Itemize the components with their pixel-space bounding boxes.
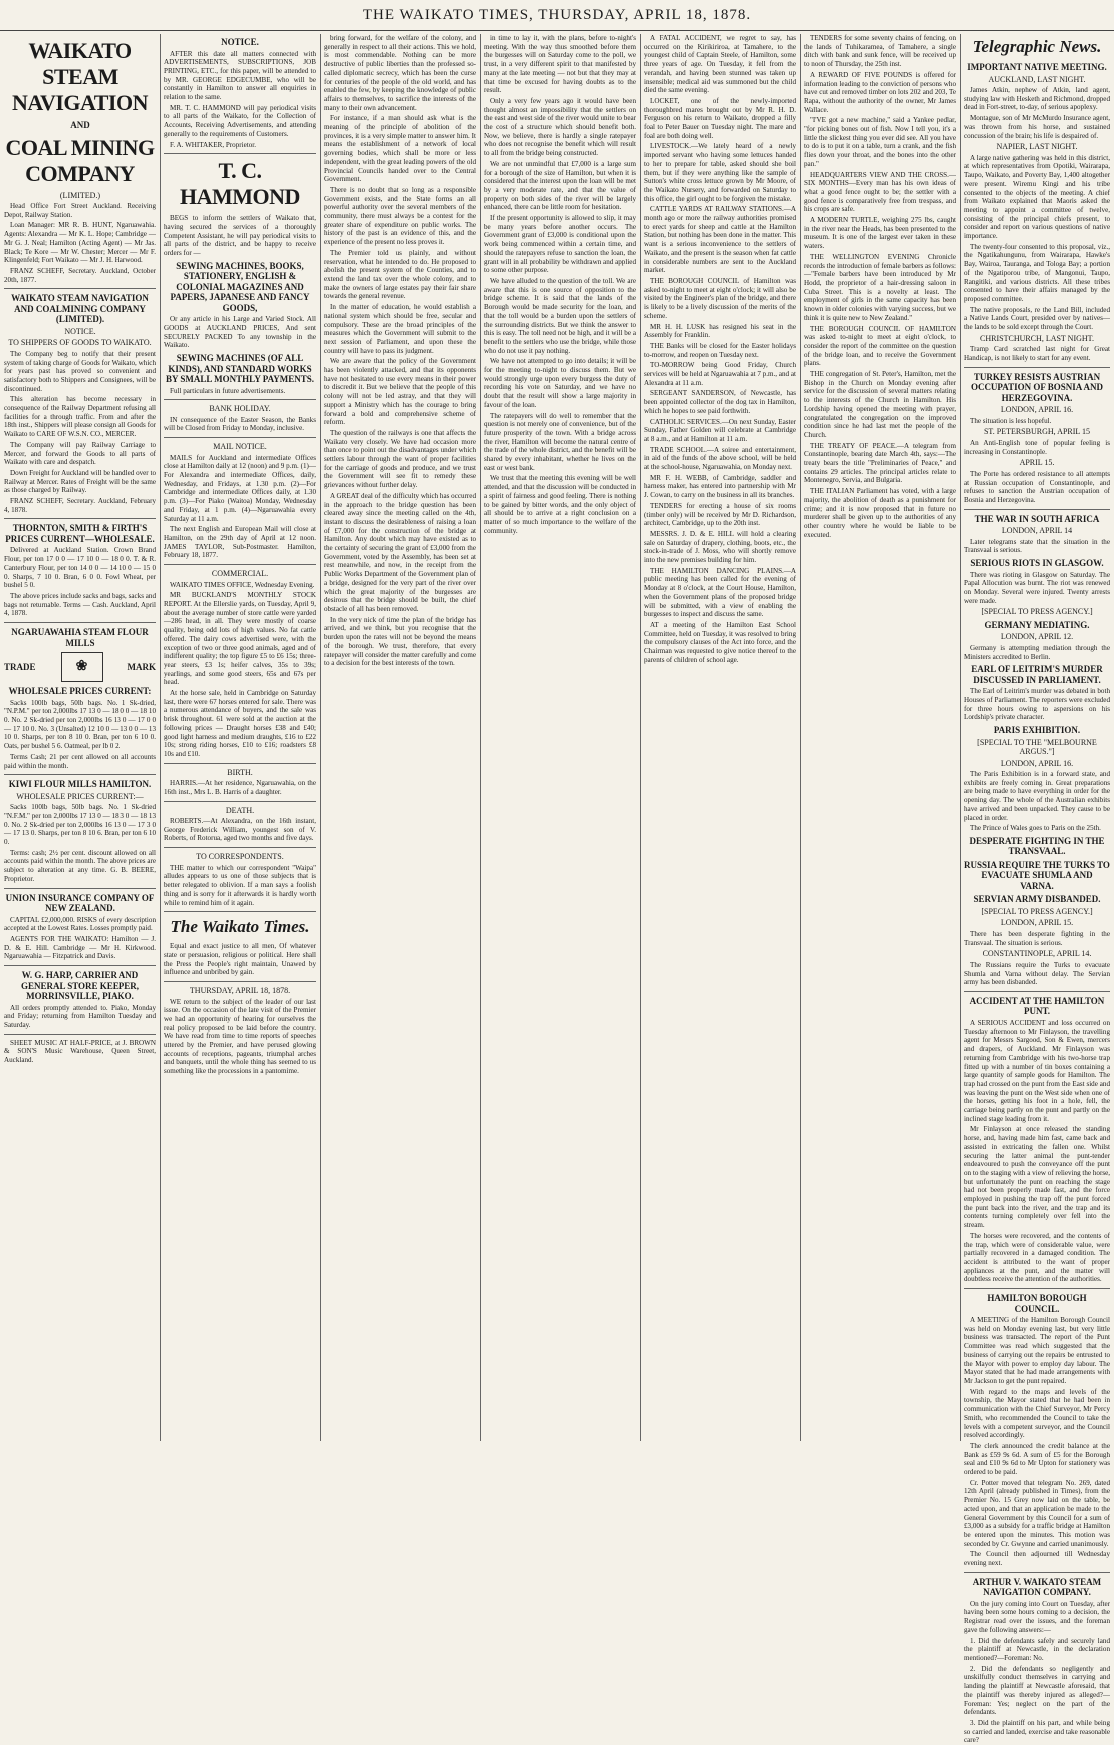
paragraph: ROBERTS.—At Alexandra, on the 16th instant, George Frederick William, youngest son of V. Roberts, of Rotorua, aged two months and five days. [164,817,316,843]
paragraph: The horses were recovered, and the contents of the trap, which were of considerable value, were partially recovered in a damaged condition. The accident is attributed to the want of proper appliances at the punt, and the matter will doubtless receive the attention of the authorities. [964,1231,1110,1284]
paragraph: AGENTS FOR THE WAIKATO: Hamilton — J. D. & E. Hill. Cambridge — Mr H. Kirkwood. Ngaruawahia — Fitzpatrick and Davis. [4,934,156,961]
paragraph: A MEETING of the Hamilton Borough Council was held on Monday evening last, but very little business was transacted. The report of the Punt Committee was read which suggested that the business of carrying out the repairs be entrusted to the Mayor with power to employ day labour. The Mayor stated that he had made arrangements with Mr Jackson to get the punt repaired. [964,1316,1110,1385]
paragraph: With regard to the maps and levels of the township, the Mayor stated that he had been in communication with the Chief Surveyor, Mr Percy Smith, who recommended the Council to take the levels with a competent surveyor, and the Council resolved accordingly. [964,1387,1110,1440]
sub-heading: BANK HOLIDAY. [209,404,271,414]
section-heading: THE WAR IN SOUTH AFRICA [974,513,1100,524]
sub-heading: [SPECIAL TO THE "MELBOURNE ARGUS."] [977,737,1097,757]
paragraph: Tramp Card scratched last night for Great Handicap, is not likely to start for any event. [964,345,1110,362]
section-heading: RUSSIA REQUIRE THE TURKS TO EVACUATE SHUMLA AND VARNA. [964,859,1110,891]
paragraph: THE matter to which our correspondent "Waipa" alludes appears to us one of those subjects that is better relegated to oblivion. If a man says a foolish thing and is sorry for it afterwards it is hardly worth while to remind him of it again. [164,863,316,907]
paragraph: For instance, if a man should ask what is the meaning of the principle of abolition of the provinces, it is a very simple matter to answer him. It means the establishment of a network of local governing bodies, which shall be more or less independent, with the great leading powers of the old Provincial Councils handed over to the Central Government. [324,114,476,184]
divider [164,399,316,400]
paragraph: Head Office Fort Street Auckland. Receiving Depot, Railway Station. [4,202,156,219]
sub-heading: BIRTH. [227,767,253,777]
paragraph: The twenty-four consented to this proposal, viz., the Ngatikahungunu, from Wairarapa, Hawke's Bay, Wairoa, Tauranga, and Tologa Bay; a portion of the Ngatiporou tribe, of Mangonui, Taupo, Rangitiki, and various districts. All these tribes consented to have their affairs managed by the proposed committee. [964,242,1110,303]
paragraph: The Earl of Leitrim's murder was debated in both Houses of Parliament. The reporters were excluded for three hours owing to aspersions on his Lordship's private character. [964,687,1110,722]
section-heading: IMPORTANT NATIVE MEETING. [967,62,1107,72]
paragraph: CATHOLIC SERVICES.—On next Sunday, Easter Sunday, Father Golden will celebrate at Cambridge at 8 a.m., and at Hamilton at 11 a.m. [644,417,796,443]
paragraph: THE BOROUGH COUNCIL OF HAMILTON was asked to-night to meet at eight o'clock, to consider the report of the committee on the question of the bridge loan, and to receive the Government plans. [804,324,956,368]
display-heading: T. C. HAMMOND [180,158,300,210]
section-heading: ACCIDENT AT THE HAMILTON PUNT. [969,995,1105,1017]
paragraph: LOCKET, one of the newly-imported thoroughbred mares brought out by Mr R. H. D. Ferguson on his return to Waikato, dropped a filly foal to Peter Bauer on Tuesday night. The mare and foal are both doing well. [644,96,796,140]
paragraph: Later telegrams state that the situation in the Transvaal is serious. [964,537,1110,555]
trade-label: TRADE [4,661,36,672]
paragraph: Delivered at Auckland Station. Crown Brand Flour, per ton 17 0 0 — 17 10 0 — 18 0 0. T. & R. Canterbury Flour, per ton 14 0 0 — 14 10 0 — 15 0 0. Sharps, 7 10 0. Bran, 6 0 0. Fowl Wheat, per bushel 5 0. [4,546,156,590]
section-heading: SERIOUS RIOTS IN GLASGOW. [970,558,1104,569]
paragraph: 2. Did the defendants so negligently and unskilfully conduct themselves in carrying and landing the plaintiff at Newcastle aforesaid, that the plaintiff was thereby injured as alleged?—Foreman: Yes; neglect on the part of the defendants. [964,1664,1110,1717]
divider [4,518,156,519]
column-7 [960,34,1114,1745]
paragraph: Sacks 100lb bags, 50lb bags. No. 1 Sk-dried "N.F.M." per ton 2,000lbs 17 13 0 — 18 3 0 — 18 13 0. No. 2 Sk-dried per ton 2,000lbs 16 13 0 — 17 3 0 — 17 13 0. Sharps, per ton 8 10 6. Bran, per ton 6 10 0. [4,803,156,847]
paragraph: Mr Finlayson at once released the standing horse, and, having made him fast, came back and assisted in extricating the fallen one. Whilst securing the latter animal the punt-tender endeavoured to push the conveyance off the punt on to the staging with a view of relieving the horse, but unfortunately the punt on reaching the stage had not been properly made fast, and the force employed in pushing the trap off the punt forced the punt back into the river, and the trap and its contents turning completely over fell into the stream. [964,1125,1110,1230]
column-divider [960,34,961,1441]
paragraph: The Premier told us plainly, and without reservation, what he intended to do. He proposed to abolish the present system of the Counties, and to extend the land tax over the whole colony, and to make the owners of large estates pay their fair share towards the general revenue. [324,248,476,301]
divider [964,991,1110,992]
sub-heading: [SPECIAL TO PRESS AGENCY.] [981,906,1093,916]
paragraph: BEGS to inform the settlers of Waikato that, having secured the services of a thoroughly Competent Assistant, he will pay periodical visits to all parts of the district, and be happy to receive orders for — [164,214,316,258]
paragraph: A MODERN TURTLE, weighing 275 lbs, caught in the river near the Heads, has been presented to the museum. It is one of the largest ever taken in these waters. [804,216,956,251]
divider [164,801,316,802]
column-5 [640,34,800,1441]
column-2 [160,34,320,1441]
paragraph: THE Banks will be closed for the Easter holidays to-morrow, and reopen on Tuesday next. [644,341,796,359]
paragraph: We have not attempted to go into details; it will be for the meeting to-night to discuss them. But we would strongly urge upon every burgess the duty of recording his vote on Saturday, and we have no doubt that the result will show a large majority in favour of the loan. [484,357,636,409]
paragraph: If the present opportunity is allowed to slip, it may be many years before another occurs. The Government grant of £3,000 is conditional upon the work being commenced within a certain time, and should the ratepayers refuse to sanction the loan, the grant will in all probability be withdrawn and applied to some other purpose. [484,214,636,275]
paragraph: A FATAL ACCIDENT, we regret to say, has occurred on the Kirikiriroa, at Tamahere, to the youngest child of Captain Steele, of Hamilton, some three years of age. On Tuesday, it fell from the verandah, and having been stunned was taken up insensible; medical aid was summoned but the child died the same evening. [644,34,796,95]
section-heading: WAIKATO STEAM NAVIGATION AND COALMINING COMPANY (LIMITED). [11,293,149,325]
paragraph: MAILS for Auckland and intermediate Offices close at Hamilton daily at 12 (noon) and 9 p.m. (1)—For Alexandra and intermediate Offices, daily, Wednesday, and Fridays, at 1.30 p.m. (2)—For Cambridge and intermediate Offices daily, at 1.30 p.m. (3)—For Piako (Waitoa) Monday, Wednesday and Friday, at 1 p.m. (4)—Ngaruawahia every Saturday at 11 a.m. [164,453,316,523]
section-heading: NOTICE. [221,37,259,47]
paragraph: In the very nick of time the plan of the bridge has arrived, and we think, but you recognise that the burden upon the rates will not be beyond the means of the borough. We trust, therefore, that every ratepayer will consider the matter carefully and come to a decision for the best interests of the town. [324,615,476,668]
paragraph: We are aware that the policy of the Government has been violently attacked, and that its opponents have not hesitated to use every means in their power to discredit it. But we believe that the people of this colony will not be led astray, and that they will support a Ministry which has the courage to bring forward a bold and comprehensive scheme of reform. [324,357,476,427]
sub-heading: COMMERCIAL. [211,569,269,579]
paragraph: TRADE SCHOOL.—A soiree and entertainment, in aid of the funds of the above school, will be held at the school-house, Ngaruawahia, on Monday next. [644,445,796,472]
sub-heading: THURSDAY, APRIL 18, 1878. [189,986,291,996]
paragraph: The situation is less hopeful. [970,416,1052,425]
paragraph: bring forward, for the welfare of the colony, and generally in respect to all their actions. This we hold, is most commendable. Nothing can be more destructive of public liberties than the professed so-called diplomatic secrecy, which has been the curse for centuries of the people of the old world, and has enabled the few, by keeping the knowledge of public affairs to themselves, to sacrifice the interests of the many to their own advancement. [324,34,476,112]
paragraph: Cr. Potter moved that telegram No. 269, dated 12th April (already published in Times), from the Premier No. 15 Grey now laid on the table, be acted upon, and that an application be made to the General Government by this Council for a sum of £3,000 as a subsidy for a traffic bridge at Hamilton be entered upon the minutes. This motion was seconded by Cr. Gwynne and carried unanimously. [964,1478,1110,1548]
sub-heading: (LIMITED.) [59,190,101,200]
divider [4,965,156,966]
divider [4,622,156,623]
paragraph: LIVESTOCK.—We lately heard of a newly imported servant who having some lettuces handed to her to prepare for table, asked should she boil them, but if they were anything like the sample of Sutton's white cross lettuce grown by Mr Moore, of the Waikato Nursery, and forwarded on Saturday to this office, the girl ought to be forgiven the mistake. [644,142,796,203]
divider [164,847,316,848]
paragraph: MESSRS. J. D. & E. HILL will hold a clearing sale on Saturday of drapery, clothing, boots, etc., the stock-in-trade of J. Moss, who will shortly remove into the new premises building for him. [644,529,796,565]
paragraph: IN consequence of the Easter Season, the Banks will be Closed from Friday to Monday, inclusive. [164,415,316,433]
paragraph: TO-MORROW being Good Friday, Church services will be held at Ngaruawahia at 7 p.m., and at Alexandra at 11 a.m. [644,361,796,387]
paragraph: Down Freight for Auckland will be handled over to Railway at Mercer. Rates of Freight will be the same as those charged by Railway. [4,468,156,495]
paragraph: James Atkin, nephew of Atkin, land agent, studying law with Hesketh and Richmond, dropped dead in Fort-street, to-day, of serious apoplexy. [964,86,1110,112]
divider [964,367,1110,368]
divider [164,763,316,764]
paragraph: We are not unmindful that £7,000 is a large sum for a borough of the size of Hamilton, but when it is considered that the interest upon the loan will be met by a very moderate rate, and that the value of property on both sides of the river will be largely enhanced, there can be little room for hesitation. [484,159,636,212]
section-heading: W. G. HARP, CARRIER AND GENERAL STORE KEEPER, MORRINSVILLE, PIAKO. [20,970,140,1002]
paragraph: TENDERS for erecting a house of six rooms (timber only) will be received by Mr D. Richardson, architect, Cambridge, up to the 20th inst. [644,501,796,528]
sub-heading: CHRISTCHURCH, LAST NIGHT. [980,333,1094,343]
divider [964,509,1110,510]
section-heading: SERVIAN ARMY DISBANDED. [973,894,1101,905]
display-heading: WAIKATO STEAM NAVIGATION [12,38,148,115]
paragraph: The next English and European Mail will close at Hamilton, on the 29th day of April at 12 noon. JAMES TAYLOR, Sub-Postmaster. Hamilton, February 18, 1877. [164,525,316,560]
paragraph: A large native gathering was held in this district, at which representatives from Opotiki, Wairarapa, Taupo, Waikato, and Poverty Bay, 1,400 altogether were present. Wiremu Kingi and his tribe consented to the objects of the meeting. A chief from Waikato explained that Maoris asked the meeting to appoint a committee of twelve, consisting of the principal chiefs present, to consider and report on various questions of native importance. [964,153,1110,241]
paragraph: There has been desperate fighting in the Transvaal. The situation is serious. [964,929,1110,947]
paragraph: The clerk announced the credit balance at the Bank as £59 9s 6d. A sum of £5 for the Borough seal and £10 9s 6d to Mr Upton for stationery was ordered to be paid. [964,1441,1110,1477]
paragraph: On the jury coming into Court on Tuesday, after having been some hours coming to a decision, the Registrar read over the issues, and the foreman gave the following answers:— [964,1599,1110,1634]
paragraph: TENDERS for some seventy chains of fencing, on the lands of Tuhikaramea, of Tamahere, a single ditch with bank and sunk fence, will be received up to noon of Thursday, the 25th inst. [804,34,956,69]
sub-heading: MAIL NOTICE. [213,442,267,452]
paragraph: MR H. H. LUSK has resigned his seat in the Assembly for Franklin. [644,322,796,340]
paragraph: There was rioting in Glasgow on Saturday. The Papal Allocution was burnt. The riot was renewed on Monday. Several were injured. Twenty arrests were made. [964,570,1110,605]
column-divider [160,34,161,1441]
sub-heading: LONDON, APRIL 14 [1001,526,1073,536]
paragraph: in time to lay it, with the plans, before to-night's meeting. With the way thus smoothed before them the burgesses will on Saturday come to the poll, we trust, in a very different spirit to that manifested by many at the late meeting — not but that they may at that time be excused for having doubts as to the result. [484,34,636,95]
sub-heading: AUCKLAND, LAST NIGHT. [988,74,1086,84]
paragraph: Montague, son of Mr McMurdo Insurance agent, was thrown from his horse, and sustained concussion of the brain; his life is despaired of. [964,114,1110,140]
sub-heading: TO CORRESPONDENTS. [196,852,284,862]
divider [4,1034,156,1035]
sub-heading: NAPIER, LAST NIGHT. [996,142,1078,152]
paragraph: The native proposals, re the Land Bill, included a Native Lands Court, presided over by natives—the lands to be sold except through the Court. [964,305,1110,332]
paragraph: THE WELLINGTON EVENING Chronicle records the introduction of female barbers as follows:—"Female barbers have been introduced by Mr Hodd, the proprietor of a hair-dressing saloon in Cuba Street. This is a novelty at least. The employment of girls in the same capacity has been known in older colonies with varying success, but we think it is quite new to New Zealand." [804,252,956,322]
paragraph: SHEET MUSIC AT HALF-PRICE, at J. BROWN & SON'S Music Warehouse, Queen Street, Auckland. [4,1038,156,1065]
sub-heading: [SPECIAL TO PRESS AGENCY.] [981,607,1093,617]
paragraph: Or any article in his Large and Varied Stock. All GOODS at AUCKLAND PRICES, And sent SECURELY PACKED To any township in the Waikato. [164,315,316,350]
sub-heading: LONDON, APRIL 15. [1000,918,1074,928]
column-6 [800,34,960,1441]
paragraph: 3. Did the plaintiff on his part, and while being so carried and landed, exercise and take reasonable care? [964,1718,1110,1745]
paragraph: CATTLE YARDS AT RAILWAY STATIONS.—A month ago or more the railway authorities promised to erect yards for sheep and cattle at the Hamilton Station, but nothing has been done in the matter. This want is a serious inconvenience to the settlers of Waikato, and the present is the season when fat cattle in considerable numbers are sent to the Auckland market. [644,205,796,275]
paragraph: At the horse sale, held in Cambridge on Saturday last, there were 67 horses entered for sale. There was a numerous attendance of buyers, and the sale was brisk throughout. 61 were sold at the auction at the following prices — Draught horses £38 and £40; good light harness and medium draughts, £16 to £22 10s; strong riding horses, £10 to £16; roadsters £8 10s and £10. [164,689,316,758]
paragraph: The Russians require the Turks to evacuate Shumla and Varna without delay. The Servian army has been disbanded. [964,960,1110,987]
paragraph: Terms Cash; 21 per cent allowed on all accounts paid within the month. [4,752,156,770]
mark-label: MARK [127,661,156,672]
paragraph: The Company beg to notify that their present system of taking charge of Goods for Waikato, which for years past has proved so convenient and satisfactory both to Shippers and Consignees, will be discontinued. [4,349,156,393]
paragraph: 1. Did the defendants safely and securely land the plaintiff at Newcastle, in the declaration mentioned?—Foreman: No. [964,1636,1110,1662]
paragraph: HARRIS.—At her residence, Ngaruawahia, on the 16th inst., Mrs L. B. Harris of a daughter. [164,779,316,796]
paragraph: THE congregation of St. Peter's, Hamilton, met the Bishop in the Church on Monday evening after service for the discussion of several matters relating to the interests of the Church in Hamilton. His Lordship having opened the meeting with prayer, congratulated the congregation on the improved condition since he had last met the people of the Church. [804,370,956,439]
section-heading: UNION INSURANCE COMPANY OF NEW ZEALAND. [5,892,155,914]
trade-mark [4,652,156,682]
paragraph: Equal and exact justice to all men, Of whatever state or persuasion, religious or political. Here shall the Press the People's right maintain, Unawed by influence and unbribed by gain. [164,942,316,977]
section-heading: TURKEY RESISTS AUSTRIAN OCCUPATION OF BOSNIA AND HERZEGOVINA. [970,371,1104,403]
paragraph: The above prices include sacks and bags, sacks and bags not returnable. Terms — Cash. Auckland, April 4, 1878. [4,592,156,618]
paragraph: The Council then adjourned till Wednesday evening next. [964,1550,1110,1568]
divider [164,564,316,565]
paragraph: "I'VE got a new machine," said a Yankee pedlar, "for picking bones out of fish. Now I tell you, it's a little the slickest thing you ever did see. All you have to do is to put it on a table, turn a crank, and the fish flies down your throat, and the bones into the other pan." [804,116,956,168]
section-heading: SEWING MACHINES, BOOKS, STATIONERY, ENGLISH & COLONIAL MAGAZINES AND PAPERS, JAPANESE AND FANCY GOODS, [170,260,310,313]
sub-heading: TO SHIPPERS OF GOODS TO WAIKATO. [8,338,152,348]
column-divider [320,34,321,1441]
paragraph: We trust that the meeting this evening will be well attended, and that the discussion will be conducted in a spirit of fairness and good feeling. There is nothing to be gained by bitter words, and the only object of all should be to arrive at a right conclusion on a matter of so much importance to the welfare of the community. [484,474,636,535]
divider [164,981,316,982]
paragraph: SERGEANT SANDERSON, of Newcastle, has been appointed collector of the dog tax in Hamilton, which he hopes to see paid forthwith. [644,389,796,415]
paragraph: MR BUCKLAND'S MONTHLY STOCK REPORT. At the Ellerslie yards, on Tuesday, April 9, about the average number of store cattle were yarded—286 head, in all. They were mostly of coarse quality, being odd lots of high values. No fat cattle offered. The dairy cows advertised were, with the exception of two or three good animals, aged and of indifferent quality; the top figure £5 to £6 15s; three-year steers, £3 1s; heifer calves, 35s to 39s; yearlings, and some good steers, 65s and 67s per head. [164,591,316,687]
paragraph: The ratepayers will do well to remember that the question is not merely one of convenience, but of the future prosperity of the town. With a bridge across the river, Hamilton will become the natural centre of the trade of the whole district, and the benefit will be shared by every inhabitant, whether he lives on the east or west bank. [484,411,636,472]
section-heading: WHOLESALE PRICES CURRENT: [8,686,152,697]
section-heading: HAMILTON BOROUGH COUNCIL. [987,1293,1087,1314]
column-divider [800,34,801,1441]
paragraph: Terms: cash; 2½ per cent. discount allowed on all accounts paid within the month. The above prices are subject to alteration at any time. G. B. BEERE, Proprietor. [4,848,156,883]
divider [164,153,316,154]
column-1 [0,34,160,1441]
divider [4,774,156,775]
paragraph: F. A. WHITAKER, Proprietor. [170,140,257,149]
paragraph: The Paris Exhibition is in a forward state, and exhibits are freely coming in. Great preparations are being made to have everything in order for the opening day. The whole of the Australian exhibits have arrived and been unpacked. They cause to be placed in order. [964,770,1110,822]
section-heading: AND [70,120,90,130]
paragraph: HEADQUARTERS VIEW AND THE CROSS.—SIX MONTHS—Every man has his own ideas of what a good fence ought to be; the settler with a good fence is comparatively free from trespass, and his crops are safe. [804,170,956,214]
sub-heading: APRIL 15. [1019,458,1055,468]
paragraph: There is no doubt that so long as a responsible Government exists, and the State forms an all powerful authority over the several members of the community, there must always be a contest for the greater share of expenditure on public works. The history of the past is an evidence of this, and the experience of the present no less proves it. [324,185,476,247]
section-banner: Telegraphic News. [972,37,1102,56]
sheaf-icon: ❀ [61,652,103,682]
paragraph: AFTER this date all matters connected with ADVERTISEMENTS, SUBSCRIPTIONS, JOB PRINTING, ETC., for this paper, will be attended to by MR. GEORGE EDGECUMBE, who will be constantly in Hamilton to answer all enquiries in relation to the same. [164,49,316,102]
paragraph: We have alluded to the question of the toll. We are aware that this is one source of opposition to the bridge scheme. It is said that the lands of the Borough would be made security for the loan, and that the toll would be a burden upon the settlers of the surrounding districts. But we think the answer to this is easy. The toll need not be high, and it will be a benefit to the settlers who use the bridge, while those who do not use it pay nothing. [484,276,636,355]
paragraph: The Company will pay Railway Carriage to Mercer, and forward the Goods to all parts of Waikato with care and despatch. [4,440,156,467]
paragraph: WAIKATO TIMES OFFICE, Wednesday Evening. [170,580,315,589]
paragraph: FRANZ SCHEFF, Secretary. Auckland, October 20th, 1877. [4,266,156,284]
sub-heading: ST. PETERSBURGH, APRIL 15 [983,427,1090,437]
paragraph: An Anti-English tone of popular feeling is increasing in Constantinople. [964,438,1110,456]
section-heading: KIWI FLOUR MILLS HAMILTON. [8,779,152,790]
paragraph: The question of the railways is one that affects the Waikato very closely. We have had occasion more than once to point out the disadvantages under which settlers labour through the want of proper facilities for the carriage of goods and produce, and we trust the Government will see fit to remedy these grievances without further delay. [324,428,476,490]
paragraph: MR F. H. WEBB, of Cambridge, saddler and harness maker, has entered into partnership with Mr J. Cowan, to carry on the business in all its branches. [644,473,796,500]
column-4 [480,34,640,1441]
paragraph: Sacks 100lb bags, 50lb bags. No. 1 Sk-dried, "N.P.M." per ton 2,000lbs 17 13 0 — 18 0 0 — 18 10 0. No. 2 Sk-dried per ton 2,000lbs 16 13 0 — 17 0 0 — 17 10 0. No. 3 (Unsalted) 12 10 0 — 13 0 0 — 13 10 0. Sharps, per ton 8 10 0. Bran, per ton 6 10 0. Oats, per bushel 5 6. Oatmeal, per lb 0 2. [4,698,156,751]
paragraph: Loan Manager: MR R. B. HUNT, Ngaruawahia. Agents: Alexandra — Mr K. L. Hope; Cambridge — Mr G. J. Neal; Hamilton (Acting Agent) — Mr Jas. Black; Te Kore — Mr W. Chester; Mercer — Mr F. Klingenfeld; Fort Waikato — Mr J. H. Harwood. [4,221,156,265]
paragraph: CAPITAL £2,000,000. RISKS of every description accepted at the Lowest Rates. Losses promptly paid. [4,915,156,933]
sub-heading: LONDON, APRIL 16. [1000,405,1074,415]
masthead: THE WAIKATO TIMES, THURSDAY, APRIL 18, 1878. [0,0,1114,31]
section-heading: SEWING MACHINES (OF ALL KINDS), AND STANDARD WORKS BY SMALL MONTHLY PAYMENTS. [165,353,315,385]
sub-heading: NOTICE. [64,326,96,336]
paragraph: Only a very few years ago it would have been thought almost an impossibility that the settlers on the east and west side of the river would unite to bear the cost of a structure which should benefit both. Now, we believe, there is hardly a single ratepayer who does not recognise the benefit which will result to all from the bridge being constructed. [484,96,636,158]
divider [4,888,156,889]
paragraph: A REWARD OF FIVE POUNDS is offered for information leading to the conviction of persons who have cut and removed timber on lots 202 and 203, Te Rapa, without the authority of the owner, Mr James Wallace. [804,70,956,114]
sub-heading: LONDON, APRIL 12. [1000,632,1074,642]
sub-heading: WHOLESALE PRICES CURRENT:— [16,791,144,801]
section-heading: EARL OF LEITRIM'S MURDER DISCUSSED IN PARLIAMENT. [971,664,1103,685]
paragraph: THE HAMILTON DANCING PLAINS.—A public meeting has been called for the evening of Monday at 8 o'clock, at the Court House, Hamilton, when the Government plans of the proposed bridge will be submitted, with a view of enabling the burgesses to inspect and discuss the same. [644,566,796,619]
section-heading: ARTHUR V. WAIKATO STEAM NAVIGATION COMPANY. [972,1576,1102,1598]
paragraph: THE ITALIAN Parliament has voted, with a large majority, the abolition of death as a punishment for crime; and it is now proposed that in future no murderer shall be given up to the authorities of any other country where he would be liable to be executed. [804,487,956,539]
paragraph: A GREAT deal of the difficulty which has occurred in the approach to the bridge question has been cleared away since the meeting called on the 4th, instant to discuss the desirableness of raising a loan of £7,000 for the construction of the bridge at Hamilton. Any doubt which may have existed as to the certainty of securing the grant of £3,000 from the Government, voted by the Assembly, has been set at rest meanwhile, and now, in the receipt from the Public Works Department of the Government plan of a bridge, designed for the very part of the river over which the great majority of the burgesses are desirous that the bridge should be built, the chief obstacle of all has been removed. [324,491,476,613]
paragraph: The Porte has ordered resistance to all attempts at Russian occupation of Constantinople, and refuses to sanction the Austrian occupation of Bosnia and Herzegovina. [964,469,1110,504]
paragraph: The Prince of Wales goes to Paris on the 25th. [970,824,1101,833]
sub-heading: CONSTANTINOPLE, APRIL 14. [982,949,1092,959]
divider [4,288,156,289]
paragraph: A SERIOUS ACCIDENT and loss occurred on Tuesday afternoon to Mr Finlayson, the travelling agent for Messrs Sargood, Son & Ewen, mercers and drapers, of Auckland. Mr Finlayson was returning from Cambridge with his two-horse trap fitted up with a number of tin boxes containing a large quantity of sample goods for Hamilton. The trap had crossed on the punt from the East side and was leaving the punt on the West side when one of the horses, getting his foot in a hole, fell, the carriage being partly on the punt and partly on the inclined stage leading from it. [964,1018,1110,1123]
divider [164,437,316,438]
divider [964,1572,1110,1573]
paragraph: WE return to the subject of the leader of our last issue. On the occasion of the late visit of the Premier we had an opportunity of hearing for ourselves the real policy proposed to be laid before the country. We have read from time to time reports of speeches uttered by the Premier, and have perused glowing accounts of receptions, pageants, triumphal arches and banquets, until the whole thing has seemed to us something like the processions in a pantomime. [164,997,316,1076]
column-divider [480,34,481,1441]
masthead-title: The Waikato Times. [170,917,310,937]
paragraph: This alteration has become necessary in consequence of the Railway Department refusing all facilities for a through traffic. From and after the 18th inst., Shippers will please consign all Goods for Waikato to CARE OF W.S.N. CO., MERCER. [4,395,156,439]
sub-heading: LONDON, APRIL 16. [1000,758,1074,768]
display-heading: COAL MINING COMPANY [5,134,155,186]
divider [964,1288,1110,1289]
section-heading: THORNTON, SMITH & FIRTH'S PRICES CURRENT—WHOLESALE. [5,523,155,544]
paragraph: MR. T. C. HAMMOND will pay periodical visits to all parts of the Waikato, for the Collection of Accounts, Receiving Advertisements, and attending generally to the requirements of Customers. [164,103,316,138]
paragraph: FRANZ SCHEFF, Secretary. Auckland, February 4, 1878. [4,497,156,514]
divider [164,911,316,912]
column-divider [640,34,641,1441]
column-3 [320,34,480,1441]
paragraph: Full particulars in future advertisements. [170,386,286,395]
paragraph: AT a meeting of the Hamilton East School Committee, held on Tuesday, it was resolved to bring the compulsory clauses of the Act into force, and the Chairman was requested to give notice thereof to the parents of children of school age. [644,621,796,664]
paragraph: THE TREATY OF PEACE.—A telegram from Constantinople, bearing date March 4th, says:—The treaty bears the title "Preliminaries of Peace," and contains 29 articles. The principal articles relate to Montenegro, Servia, and Bulgaria. [804,441,956,485]
sub-heading: DEATH. [225,805,255,815]
section-heading: GERMANY MEDIATING. [984,619,1090,630]
section-heading: NGARUAWAHIA STEAM FLOUR MILLS [11,627,149,648]
paragraph: Germany is attempting mediation through the Ministers accredited to Berlin. [964,643,1110,661]
section-heading: DESPERATE FIGHTING IN THE TRANSVAAL. [969,835,1105,857]
paragraph: In the matter of education, he would establish a national system which should be free, secular and compulsory. These are the broad principles of the measures which the Government will submit to the next session of Parliament, and upon these the country will have to pass its judgment. [324,303,476,355]
paragraph: THE BOROUGH COUNCIL of Hamilton was asked to-night to meet at eight o'clock; it will also be visited by the Engineer's plan of the bridge, and there is likely to be a lively discussion of the merits of the scheme. [644,276,796,320]
paragraph: All orders promptly attended to. Piako, Monday and Friday; returning from Hamilton Tuesday and Saturday. [4,1003,156,1029]
section-heading: PARIS EXHIBITION. [993,725,1081,736]
